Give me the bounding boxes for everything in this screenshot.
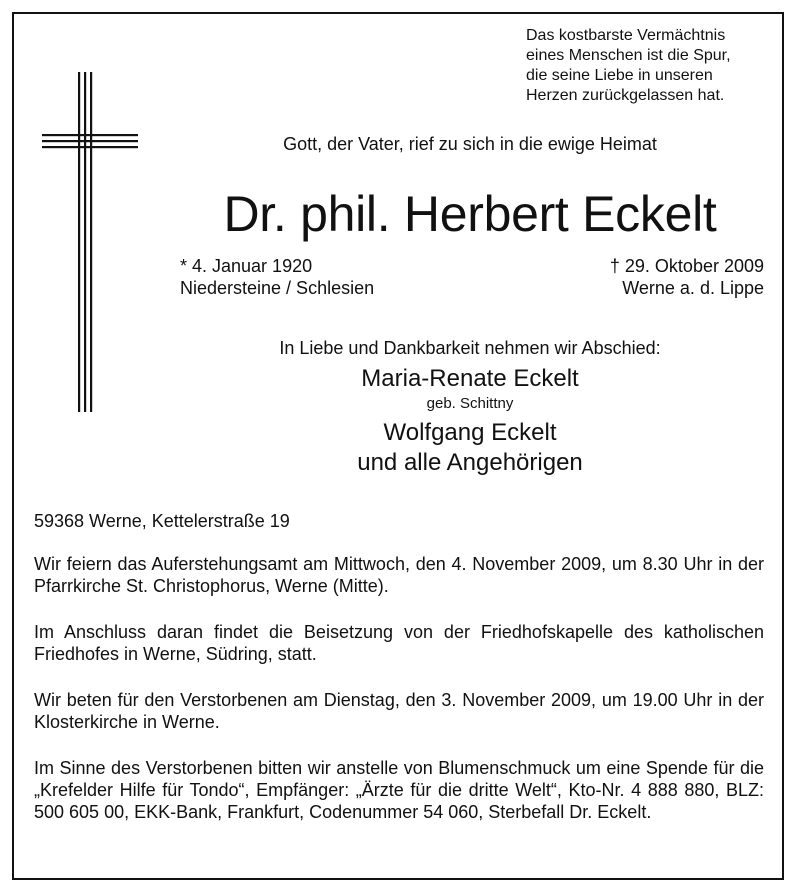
prayer-paragraph: Wir beten für den Verstorbenen am Dienstag, den 3. November 2009, um 19.00 Uhr in der Klosterkirche in Werne.: [34, 690, 764, 732]
quote-line: Herzen zurückgelassen hat.: [526, 87, 725, 104]
mourner-name: Maria-Renate Eckelt: [361, 365, 579, 392]
death-place: Werne a. d. Lippe: [622, 278, 764, 298]
donation-paragraph: Im Sinne des Verstorbenen bitten wir anstelle von Blumenschmuck um eine Spende für die „Krefelder Hilfe für Tondo“, Empfänger: „Ärzte für die dritte Welt“, Kto-Nr. 4 888 880, BLZ: 500 605 00, EKK-Bank, Frankfurt, Codenummer 54 060, Sterbefall Dr. Eckelt.: [34, 758, 764, 822]
birth-place: Niedersteine / Schlesien: [180, 278, 375, 298]
burial-paragraph: Im Anschluss daran findet die Beisetzung von der Friedhofskapelle des katholischen Friedhofes in Werne, Südring, statt.: [34, 622, 764, 664]
memorial-quote: [526, 26, 776, 106]
death-date: † 29. Oktober 2009: [609, 256, 764, 276]
quote-line: die seine Liebe in unseren: [526, 67, 713, 84]
intro-line: Gott, der Vater, rief zu sich in die ewige Heimat: [283, 134, 657, 154]
service-details: [34, 510, 764, 847]
cross-icon: [28, 58, 140, 412]
death-info: [610, 255, 764, 299]
quote-line: eines Menschen ist die Spur,: [526, 47, 731, 64]
deceased-name: Dr. phil. Herbert Eckelt: [223, 186, 717, 242]
quote-line: Das kostbarste Vermächtnis: [526, 27, 726, 44]
mourners-block: [180, 364, 760, 478]
farewell-line: In Liebe und Dankbarkeit nehmen wir Abschied:: [279, 338, 661, 358]
mourner-others: und alle Angehörigen: [357, 449, 583, 476]
service-paragraph: Wir feiern das Auferstehungsamt am Mittwoch, den 4. November 2009, um 8.30 Uhr in der Pfarrkirche St. Christophorus, Werne (Mitte).: [34, 554, 764, 596]
birth-info: [180, 255, 374, 299]
mourner-name: Wolfgang Eckelt: [383, 419, 557, 446]
address: 59368 Werne, Kettelerstraße 19: [34, 511, 290, 531]
birth-date: * 4. Januar 1920: [180, 256, 313, 276]
mourner-maiden-name: geb. Schittny: [426, 395, 514, 412]
